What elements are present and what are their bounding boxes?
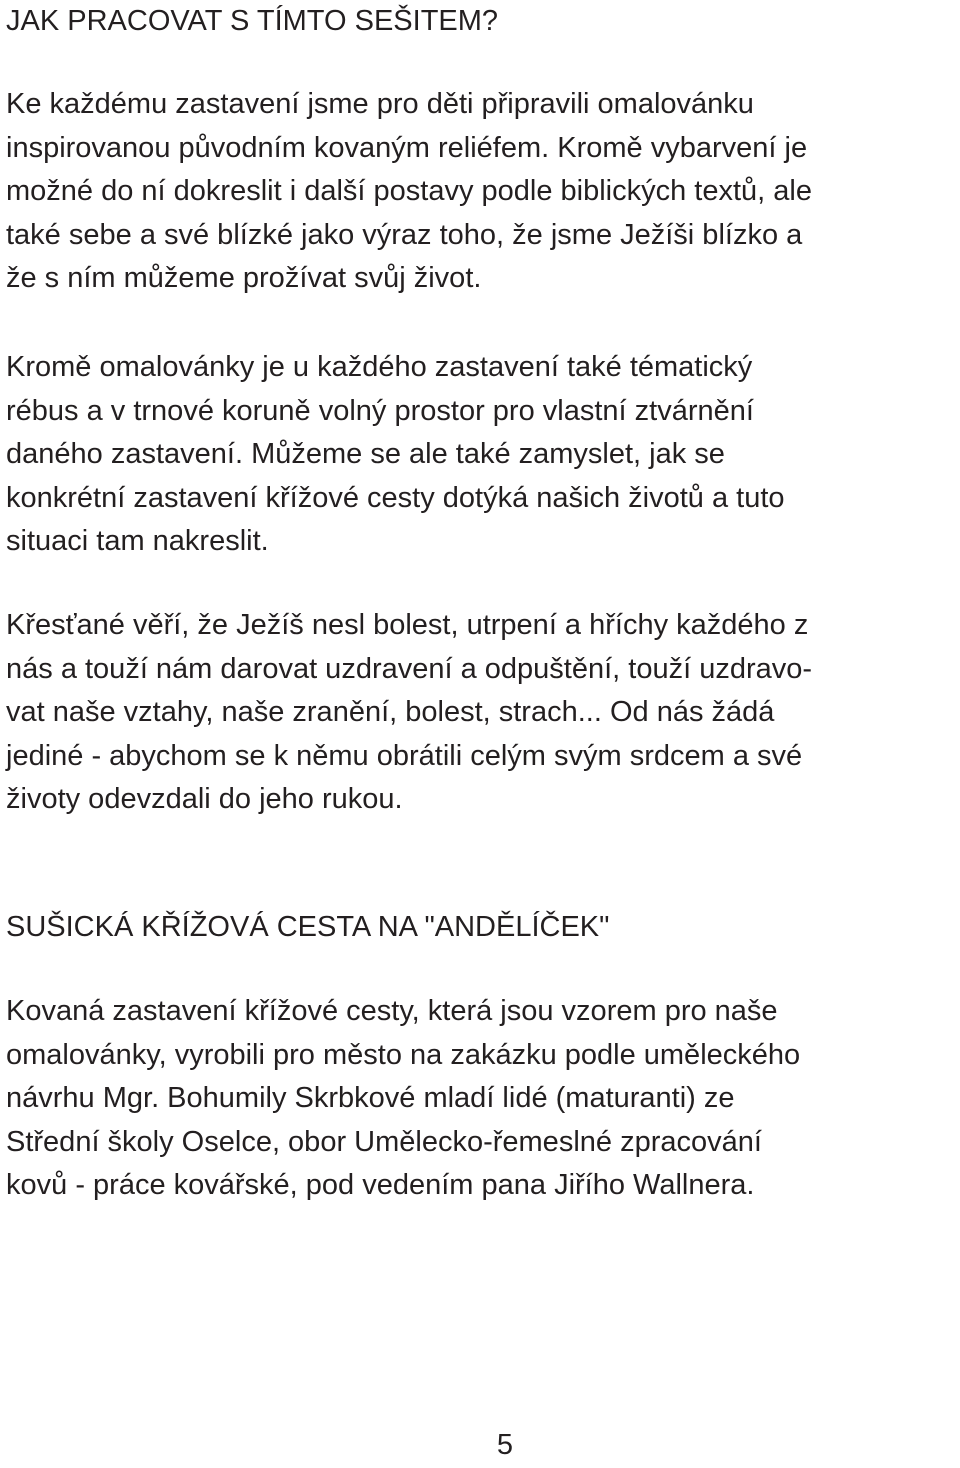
text-line: Střední školy Oselce, obor Umělecko-řemeslné zpracování xyxy=(6,1125,762,1158)
text-line: návrhu Mgr. Bohumily Skrbkové mladí lidé (maturanti) ze xyxy=(6,1082,735,1114)
section-heading-how-to-use: JAK PRACOVAT S TÍMTO SEŠITEM? xyxy=(6,5,499,37)
text-line: také sebe a své blízké jako výraz toho, že jsme Ježíši blízko a xyxy=(6,218,803,251)
paragraph-coloring-page-intro xyxy=(6,83,812,301)
text-line: konkrétní zastavení křížové cesty dotýká našich životů a tuto xyxy=(6,481,785,514)
section-heading-stations-of-the-cross: SUŠICKÁ KŘÍŽOVÁ CESTA NA "ANDĚLÍČEK" xyxy=(6,911,610,943)
text-line: jediné - abychom se k němu obrátili celým svým srdcem a své xyxy=(6,739,803,772)
text-line: situaci tam nakreslit. xyxy=(6,525,269,557)
text-line: možné do ní dokreslit i další postavy podle biblických textů, ale xyxy=(6,175,812,207)
paragraph-rebus-and-crown xyxy=(6,346,785,564)
text-line: nás a touží nám darovat uzdravení a odpuštění, touží uzdravo- xyxy=(6,652,813,685)
text-line: Ke každému zastavení jsme pro děti připravili omalovánku xyxy=(6,88,754,120)
text-line: omalovánky, vyrobili pro město na zakázku podle uměleckého xyxy=(6,1038,801,1071)
text-line: Kovaná zastavení křížové cesty, která jsou vzorem pro naše xyxy=(6,995,778,1027)
text-line: že s ním můžeme prožívat svůj život. xyxy=(6,262,482,294)
page-number: 5 xyxy=(496,1429,514,1461)
text-line: inspirovanou původním kovaným reliéfem. Kromě vybarvení je xyxy=(6,131,808,164)
text-line: Kromě omalovánky je u každého zastavení také tématický xyxy=(6,351,753,383)
text-line: kovů - práce kovářské, pod vedením pana Jiřího Wallnera. xyxy=(6,1169,755,1201)
paragraph-christian-belief xyxy=(6,604,812,822)
text-line: vat naše vztahy, naše zranění, bolest, strach... Od nás žádá xyxy=(6,696,775,728)
paragraph-forged-stations-origin xyxy=(6,990,800,1208)
text-line: rébus a v trnové koruně volný prostor pro vlastní ztvárnění xyxy=(6,394,754,427)
text-line: Křesťané věří, že Ježíš nesl bolest, utrpení a hříchy každého z xyxy=(6,609,809,641)
text-line: daného zastavení. Můžeme se ale také zamyslet, jak se xyxy=(6,438,725,470)
text-line: životy odevzdali do jeho rukou. xyxy=(6,783,403,815)
